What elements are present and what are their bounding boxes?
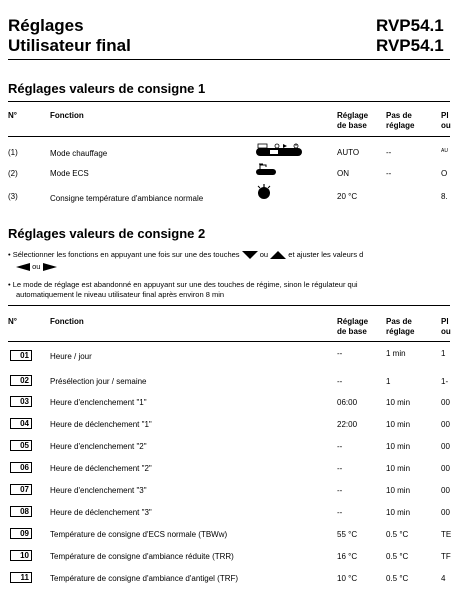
dhw-tap-icon	[256, 163, 278, 176]
row-function: Température de consigne d'ambiance réduite (TRR)	[50, 552, 234, 561]
s1-row1-function: Mode chauffage	[50, 149, 108, 158]
row-number-box: 08	[10, 506, 32, 517]
section2-header-rule	[8, 341, 450, 342]
row-number-box: 04	[10, 418, 32, 429]
row-extra: TE	[441, 530, 451, 539]
s1-row2-no: (2)	[8, 169, 18, 178]
row-step: 1	[386, 377, 391, 386]
row-function: Température de consigne d'ambiance d'antigel (TRF)	[50, 574, 239, 583]
row-number-box: 01	[10, 350, 32, 361]
row-base: --	[337, 508, 343, 517]
s2-col-function: Fonction	[50, 317, 84, 326]
s2-col-step-1: Pas de	[386, 317, 412, 326]
section1-rule	[8, 101, 450, 102]
row-base: --	[337, 486, 343, 495]
section1-title: Réglages valeurs de consigne 1	[8, 81, 206, 96]
row-number-box: 11	[10, 572, 32, 583]
row-number-box: 05	[10, 440, 32, 451]
s2-col-base-2: de base	[337, 327, 367, 336]
col-step-2: réglage	[386, 121, 415, 130]
row-function: Heure d'enclenchement "3"	[50, 486, 147, 495]
s1-row3-extra: 8.	[441, 192, 448, 201]
bullet1-or: ou	[259, 250, 269, 259]
s1-row2-base: ON	[337, 169, 349, 178]
s1-row1-no: (1)	[8, 148, 18, 157]
col-function: Fonction	[50, 111, 84, 120]
row-base: 22:00	[337, 420, 358, 429]
row-step: 10 min	[386, 398, 411, 407]
s2-col-base-1: Réglage	[337, 317, 369, 326]
row-function: Heure de déclenchement "3"	[50, 508, 152, 517]
model-code-1: RVP54.1	[376, 16, 444, 35]
col-extra-2: ou	[441, 121, 451, 130]
bullet1-text-b: et ajuster les valeurs d	[288, 250, 364, 259]
model-code-2: RVP54.1	[376, 36, 444, 55]
bullet2-line1	[8, 280, 358, 290]
row-number-box: 10	[10, 550, 32, 561]
s1-row1-step: --	[386, 148, 392, 157]
bullet1-or-2: ou	[32, 262, 41, 271]
row-base: 55 °C	[337, 530, 358, 539]
row-step: 10 min	[386, 464, 411, 473]
row-step: 10 min	[386, 508, 411, 517]
s1-row2-step: --	[386, 169, 392, 178]
row-number-box: 03	[10, 396, 32, 407]
bullet1-text-a: Sélectionner les fonctions en appuyant une fois sur une des touches	[12, 250, 240, 259]
s2-col-step-2: réglage	[386, 327, 415, 336]
s1-row1-base: AUTO	[337, 148, 360, 157]
page-subtitle: Utilisateur final	[8, 36, 131, 55]
row-function: Heure / jour	[50, 352, 92, 361]
row-function: Heure de déclenchement "2"	[50, 464, 152, 473]
row-extra: 4	[441, 574, 446, 583]
row-extra: 00	[441, 464, 450, 473]
row-extra: TF	[441, 552, 451, 561]
s1-row2-extra: O	[441, 169, 448, 178]
row-step: 0.5 °C	[386, 530, 409, 539]
row-extra: 00	[441, 442, 450, 451]
row-base: --	[337, 349, 343, 358]
s1-row1-extra: AU	[441, 148, 448, 154]
row-step: 10 min	[386, 420, 411, 429]
row-function: Heure d'enclenchement "1"	[50, 398, 147, 407]
section2-title: Réglages valeurs de consigne 2	[8, 226, 206, 241]
row-step: 0.5 °C	[386, 574, 409, 583]
col-extra-1: Pl	[441, 111, 449, 120]
col-base-1: Réglage	[337, 111, 369, 120]
row-step: 10 min	[386, 442, 411, 451]
setpoint-knob-icon	[256, 184, 272, 200]
s2-col-no: N°	[8, 317, 17, 326]
row-step: 1 min	[386, 349, 406, 358]
row-extra: 00	[441, 398, 450, 407]
s1-row2-function: Mode ECS	[50, 169, 89, 178]
bullet1-line1	[8, 250, 363, 260]
section1-header-rule	[8, 136, 450, 137]
row-function: Température de consigne d'ECS normale (TBWw)	[50, 530, 228, 539]
row-function: Présélection jour / semaine	[50, 377, 147, 386]
s1-row3-function: Consigne température d'ambiance normale	[50, 194, 204, 203]
col-base-2: de base	[337, 121, 367, 130]
row-base: --	[337, 442, 343, 451]
down-arrow-key-icon	[242, 251, 258, 259]
row-base: 10 °C	[337, 574, 358, 583]
row-base: 16 °C	[337, 552, 358, 561]
row-number-box: 06	[10, 462, 32, 473]
row-number-box: 09	[10, 528, 32, 539]
row-base: --	[337, 377, 343, 386]
row-step: 10 min	[386, 486, 411, 495]
row-base: 06:00	[337, 398, 358, 407]
header-rule	[8, 59, 450, 60]
row-extra: 1-	[441, 377, 449, 386]
bullet2-text-1: Le mode de réglage est abandonné en appuyant sur une des touches de régime, sinon le régulateur qui	[12, 280, 358, 289]
row-step: 0.5 °C	[386, 552, 409, 561]
s1-row3-no: (3)	[8, 192, 18, 201]
bullet-dot: •	[8, 280, 11, 289]
row-function: Heure de déclenchement "1"	[50, 420, 152, 429]
row-base: --	[337, 464, 343, 473]
row-extra: 1	[441, 349, 446, 358]
heating-mode-buttons-icon	[256, 143, 302, 157]
s1-row3-base: 20 °C	[337, 192, 358, 201]
row-extra: 00	[441, 420, 450, 429]
bullet-dot: •	[8, 250, 11, 259]
row-extra: 00	[441, 486, 450, 495]
right-arrow-key-icon	[43, 263, 57, 271]
bullet2-line2: automatiquement le niveau utilisateur final après environ 8 min	[16, 290, 225, 299]
up-arrow-key-icon	[270, 251, 286, 259]
s2-col-extra-2: ou	[441, 327, 451, 336]
row-number-box: 02	[10, 375, 32, 386]
col-step-1: Pas de	[386, 111, 412, 120]
row-number-box: 07	[10, 484, 32, 495]
section2-rule	[8, 305, 450, 306]
col-no: N°	[8, 111, 17, 120]
s2-col-extra-1: Pl	[441, 317, 449, 326]
page-title: Réglages	[8, 16, 84, 35]
bullet1-line2	[16, 262, 57, 272]
left-arrow-key-icon	[16, 263, 30, 271]
row-extra: 00	[441, 508, 450, 517]
row-function: Heure d'enclenchement "2"	[50, 442, 147, 451]
